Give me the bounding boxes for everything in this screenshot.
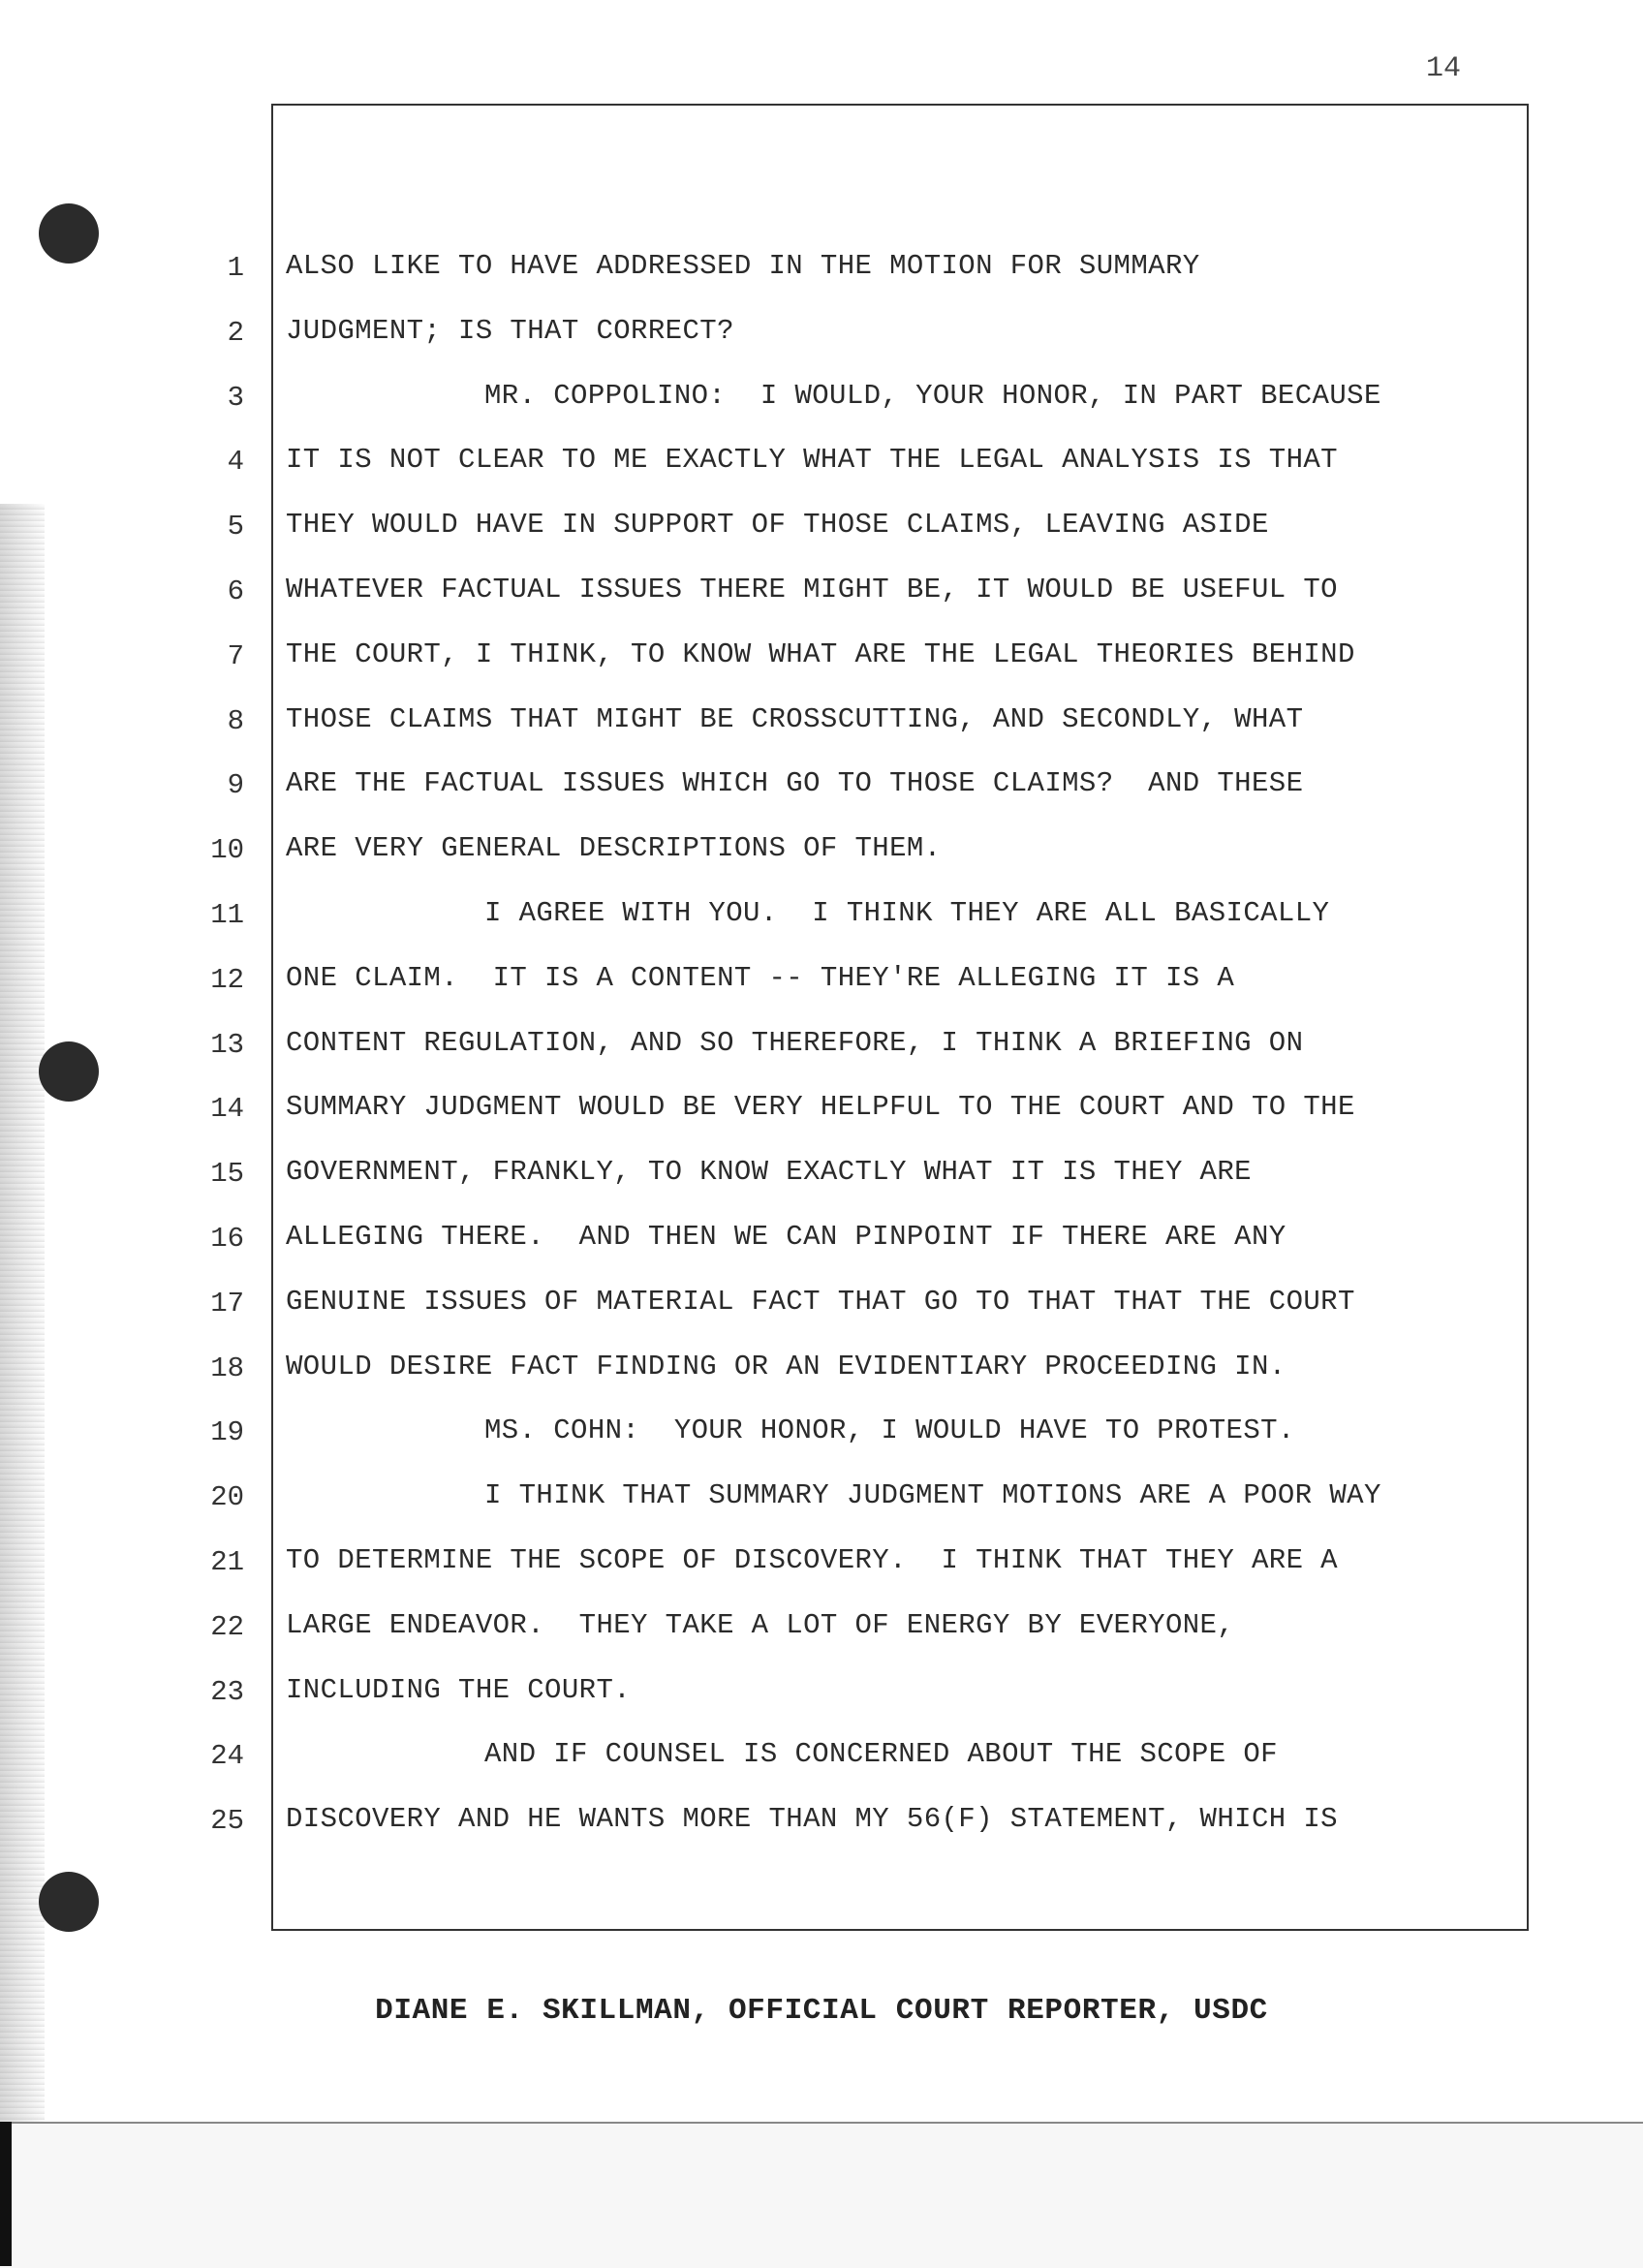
line-number: 18 bbox=[210, 1352, 244, 1384]
line-number: 8 bbox=[227, 705, 244, 737]
punch-hole-middle bbox=[39, 1041, 99, 1102]
line-number: 25 bbox=[210, 1805, 244, 1837]
line-number: 9 bbox=[227, 769, 244, 801]
transcript-line: SUMMARY JUDGMENT WOULD BE VERY HELPFUL TO THE COURT AND TO THE bbox=[286, 1091, 1355, 1123]
scan-bottom-margin bbox=[0, 2122, 1643, 2268]
line-number: 10 bbox=[210, 834, 244, 866]
transcript-line: THEY WOULD HAVE IN SUPPORT OF THOSE CLAIMS, LEAVING ASIDE bbox=[286, 509, 1269, 541]
line-number: 1 bbox=[227, 252, 244, 284]
transcript-line: I THINK THAT SUMMARY JUDGMENT MOTIONS ARE A POOR WAY bbox=[484, 1479, 1381, 1511]
line-number: 14 bbox=[210, 1093, 244, 1125]
transcript-line: I AGREE WITH YOU. I THINK THEY ARE ALL BASICALLY bbox=[484, 897, 1330, 929]
transcript-line: CONTENT REGULATION, AND SO THEREFORE, I THINK A BRIEFING ON bbox=[286, 1027, 1304, 1059]
line-number: 23 bbox=[210, 1676, 244, 1708]
line-number: 19 bbox=[210, 1416, 244, 1448]
scan-bottom-edge bbox=[0, 2122, 12, 2266]
transcript-line: INCLUDING THE COURT. bbox=[286, 1674, 632, 1706]
line-number: 4 bbox=[227, 446, 244, 478]
punch-hole-bottom bbox=[39, 1872, 99, 1932]
line-number: 6 bbox=[227, 575, 244, 607]
line-number: 5 bbox=[227, 511, 244, 543]
page-number: 14 bbox=[1426, 52, 1462, 85]
transcript-line: IT IS NOT CLEAR TO ME EXACTLY WHAT THE LEGAL ANALYSIS IS THAT bbox=[286, 444, 1338, 476]
court-reporter-footer: DIANE E. SKILLMAN, OFFICIAL COURT REPORTER, USDC bbox=[375, 1994, 1268, 2028]
transcript-line: WHATEVER FACTUAL ISSUES THERE MIGHT BE, IT WOULD BE USEFUL TO bbox=[286, 574, 1338, 606]
transcript-line: ALSO LIKE TO HAVE ADDRESSED IN THE MOTION FOR SUMMARY bbox=[286, 250, 1200, 282]
line-number: 16 bbox=[210, 1223, 244, 1255]
transcript-line: MR. COPPOLINO: I WOULD, YOUR HONOR, IN PART BECAUSE bbox=[484, 380, 1381, 412]
line-number: 17 bbox=[210, 1288, 244, 1320]
transcript-line: MS. COHN: YOUR HONOR, I WOULD HAVE TO PROTEST. bbox=[484, 1414, 1295, 1446]
line-number: 22 bbox=[210, 1611, 244, 1643]
line-number: 3 bbox=[227, 382, 244, 414]
transcript-line: WOULD DESIRE FACT FINDING OR AN EVIDENTIARY PROCEEDING IN. bbox=[286, 1351, 1286, 1383]
transcript-line: THE COURT, I THINK, TO KNOW WHAT ARE THE LEGAL THEORIES BEHIND bbox=[286, 638, 1355, 670]
transcript-line: THOSE CLAIMS THAT MIGHT BE CROSSCUTTING, AND SECONDLY, WHAT bbox=[286, 703, 1304, 735]
line-number: 11 bbox=[210, 899, 244, 931]
transcript-line: GOVERNMENT, FRANKLY, TO KNOW EXACTLY WHAT IT IS THEY ARE bbox=[286, 1156, 1252, 1188]
transcript-line: TO DETERMINE THE SCOPE OF DISCOVERY. I THINK THAT THEY ARE A bbox=[286, 1544, 1338, 1576]
transcript-line: DISCOVERY AND HE WANTS MORE THAN MY 56(F) STATEMENT, WHICH IS bbox=[286, 1803, 1338, 1835]
line-number: 12 bbox=[210, 964, 244, 996]
punch-hole-top bbox=[39, 203, 99, 264]
transcript-line: ARE VERY GENERAL DESCRIPTIONS OF THEM. bbox=[286, 832, 942, 864]
transcript-line: LARGE ENDEAVOR. THEY TAKE A LOT OF ENERGY BY EVERYONE, bbox=[286, 1609, 1235, 1641]
scanner-edge-noise bbox=[0, 504, 45, 2131]
line-number: 24 bbox=[210, 1740, 244, 1772]
line-number: 7 bbox=[227, 640, 244, 672]
transcript-line: AND IF COUNSEL IS CONCERNED ABOUT THE SCOPE OF bbox=[484, 1738, 1278, 1770]
transcript-line: GENUINE ISSUES OF MATERIAL FACT THAT GO TO THAT THAT THE COURT bbox=[286, 1286, 1355, 1318]
line-number: 20 bbox=[210, 1481, 244, 1513]
line-number: 13 bbox=[210, 1029, 244, 1061]
line-number: 21 bbox=[210, 1546, 244, 1578]
transcript-line: ALLEGING THERE. AND THEN WE CAN PINPOINT IF THERE ARE ANY bbox=[286, 1221, 1286, 1253]
transcript-frame bbox=[271, 104, 1529, 1931]
line-number: 15 bbox=[210, 1158, 244, 1190]
line-number: 2 bbox=[227, 317, 244, 349]
transcript-line: JUDGMENT; IS THAT CORRECT? bbox=[286, 315, 734, 347]
transcript-line: ONE CLAIM. IT IS A CONTENT -- THEY'RE ALLEGING IT IS A bbox=[286, 962, 1235, 994]
transcript-line: ARE THE FACTUAL ISSUES WHICH GO TO THOSE CLAIMS? AND THESE bbox=[286, 767, 1304, 799]
